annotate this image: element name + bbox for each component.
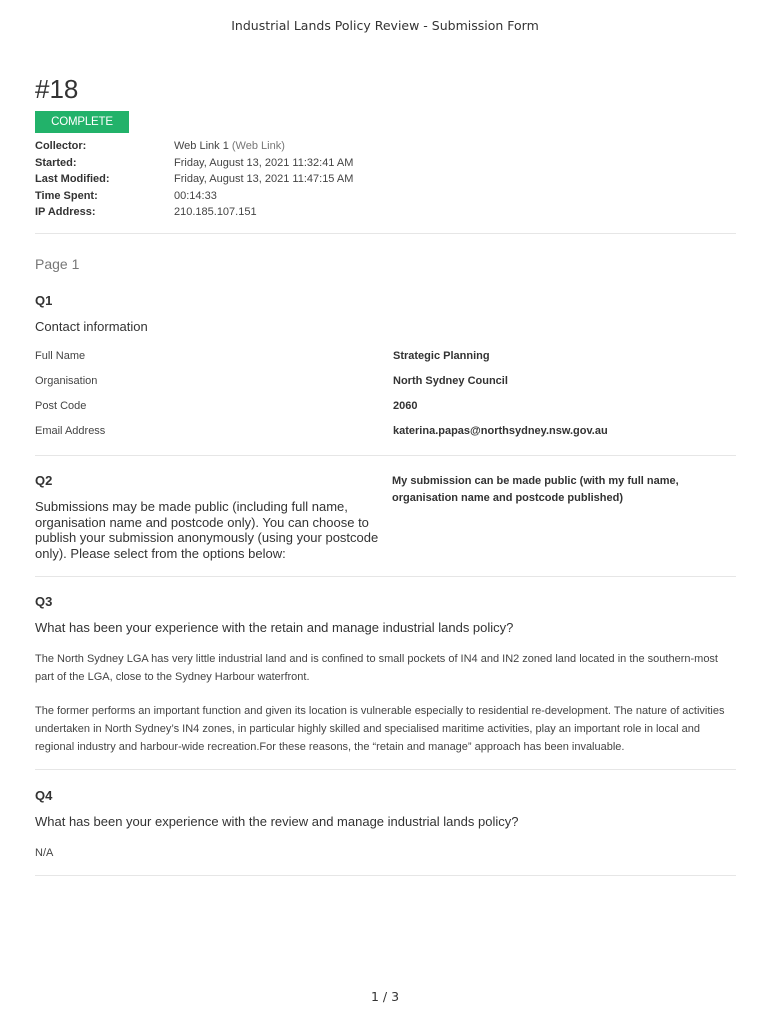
question-text-q2: Submissions may be made public (including full name, organisation name and postcode only). You can choose to publish your submission anonymously (using your postcode only). Please select from the options below:: [35, 499, 379, 561]
divider: [35, 455, 736, 456]
response-number: #18: [35, 74, 79, 104]
meta-label: Collector:: [35, 140, 87, 152]
divider: [35, 233, 736, 234]
meta-value: 210.185.107.151: [174, 206, 257, 218]
field-value: Strategic Planning: [393, 350, 490, 362]
question-text-q3: What has been your experience with the retain and manage industrial lands policy?: [35, 620, 514, 635]
meta-value: [174, 138, 285, 155]
question-number-q3: Q3: [35, 594, 53, 609]
answer-q2: My submission can be made public (with my full name, organisation name and postcode published): [392, 475, 679, 504]
question-text-q4: What has been your experience with the review and manage industrial lands policy?: [35, 814, 519, 829]
meta-label: Started:: [35, 156, 77, 169]
divider: [35, 576, 736, 577]
field-row-post-code: [35, 400, 736, 418]
question-text-q1: Contact information: [35, 319, 148, 334]
answer-paragraph-q3-1: The North Sydney LGA has very little industrial land and is confined to small pockets of IN4 and IN2 zoned land located in the southern-most part of the LGA, close to the Sydney Harbour waterfront.: [35, 653, 718, 683]
meta-label: Last Modified:: [35, 173, 110, 185]
meta-value: 00:14:33: [174, 189, 217, 202]
divider: [35, 875, 736, 876]
meta-row-collector: [35, 138, 736, 155]
field-value: 2060: [393, 400, 418, 412]
meta-label: IP Address:: [35, 206, 96, 218]
question-number-q2: Q2: [35, 473, 53, 488]
field-label: Full Name: [35, 350, 86, 362]
field-label: Post Code: [35, 400, 87, 412]
collector-type: (Web Link): [231, 140, 285, 152]
question-number-q1: Q1: [35, 293, 53, 308]
field-row-email-address: [35, 425, 736, 443]
meta-row-started: [35, 155, 736, 172]
status-badge: COMPLETE: [35, 111, 129, 133]
field-row-full-name: [35, 350, 736, 368]
page-label: Page 1: [35, 256, 80, 272]
document-title: Industrial Lands Policy Review - Submission Form: [231, 18, 539, 33]
meta-row-ip-address: [35, 204, 736, 221]
response-metadata: [35, 138, 736, 221]
field-value: North Sydney Council: [393, 375, 508, 387]
field-value: katerina.papas@northsydney.nsw.gov.au: [393, 425, 608, 437]
field-label: Organisation: [35, 375, 98, 387]
collector-name: Web Link 1: [174, 140, 229, 152]
meta-value: Friday, August 13, 2021 11:32:41 AM: [174, 156, 354, 169]
answer-paragraph-q3-2: The former performs an important function and given its location is vulnerable especially to residential re-development. The nature of activities undertaken in North Sydney’s IN4 zones, in particular highly skilled and specialised maritime activities, play an important role in local and regional industry and harbour-wide recreation.For these reasons, the “retain and manage” approach has been invaluable.: [35, 705, 725, 753]
divider: [35, 769, 736, 770]
page-number: 1 / 3: [370, 989, 400, 1004]
meta-row-time-spent: [35, 188, 736, 205]
question-number-q4: Q4: [35, 788, 53, 803]
meta-label: Time Spent:: [35, 189, 98, 202]
field-row-organisation: [35, 375, 736, 393]
meta-row-last-modified: [35, 171, 736, 188]
answer-q4: N/A: [35, 847, 54, 859]
meta-value: Friday, August 13, 2021 11:47:15 AM: [174, 173, 354, 185]
field-label: Email Address: [35, 425, 106, 437]
